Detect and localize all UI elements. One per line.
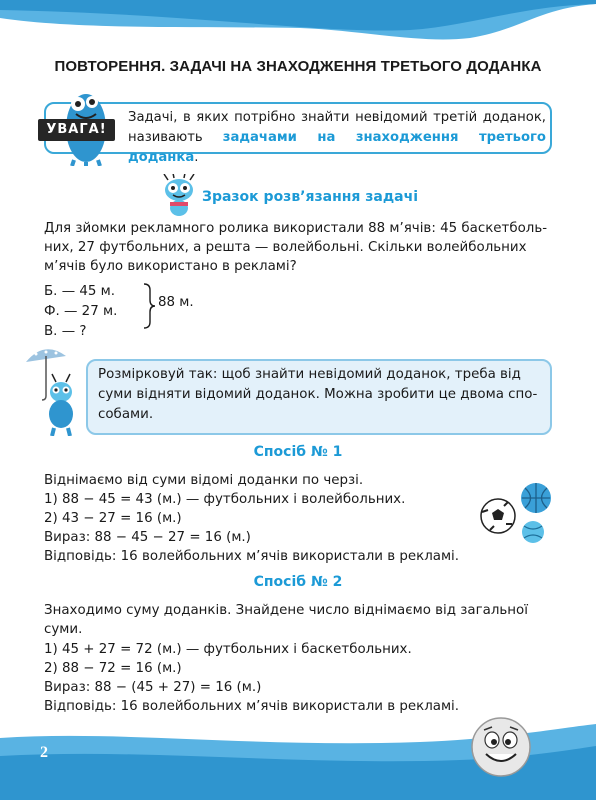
sample-title: Зразок розв’язання задачі — [202, 189, 419, 205]
top-decor-band — [0, 0, 596, 46]
method1-line: Вираз: 88 − 45 − 27 = 16 (м.) — [44, 530, 251, 545]
record-volleyball: В. — ? — [44, 324, 87, 339]
page-title: ПОВТОРЕННЯ. ЗАДАЧІ НА ЗНАХОДЖЕННЯ ТРЕТЬОГО ДОДАНКА — [54, 58, 542, 75]
balls-illustration-icon — [478, 480, 558, 546]
method2-intro — [44, 601, 552, 639]
record-basketball: Б. — 45 м. — [44, 284, 116, 299]
problem-line: м’ячів було використано в рекламі? — [44, 259, 297, 274]
bug-mascot-icon — [160, 174, 198, 218]
problem-line: Для зйомки рекламного ролика використали 88 м’ячів: 45 баскетболь- — [44, 221, 548, 236]
method2-line: 1) 45 + 27 = 72 (м.) — футбольних і баскетбольних. — [44, 642, 412, 657]
warning-badge: УВАГА! — [38, 119, 115, 141]
method2-line: 2) 88 − 72 = 16 (м.) — [44, 661, 182, 676]
record-football: Ф. — 27 м. — [44, 304, 118, 319]
rule-text — [128, 108, 546, 168]
rule-highlight: задачами на знаходження третього доданка — [128, 130, 546, 165]
hint-line: Розмірковуй так: щоб знайти невідомий доданок, треба від — [98, 367, 521, 382]
curly-brace — [142, 282, 156, 330]
page-number: 2 — [40, 744, 48, 761]
method2-answer: Відповідь: 16 волейбольних м’ячів використали в рекламі. — [44, 699, 460, 714]
problem-line: них, 27 футбольних, а решта — волейбольні. Скільки волейбольних — [44, 240, 527, 255]
method1-line: 1) 88 − 45 = 43 (м.) — футбольних і волейбольних. — [44, 492, 406, 507]
method1-title: Спосіб № 1 — [253, 444, 343, 460]
method2-intro-line: Знаходимо суму доданків. Знайдене число віднімаємо від загальної — [44, 603, 528, 618]
hint-line: собами. — [98, 407, 154, 422]
umbrella-mascot-icon — [22, 344, 82, 436]
hint-line: суми відняти відомий доданок. Можна зробити це двома спо- — [98, 387, 538, 402]
problem-text — [44, 219, 552, 276]
method2-intro-line: суми. — [44, 622, 83, 637]
method2-line: Вираз: 88 − (45 + 27) = 16 (м.) — [44, 680, 262, 695]
hint-text — [98, 365, 544, 425]
rule-text-end: . — [194, 150, 199, 165]
method1-line: 2) 43 − 27 = 16 (м.) — [44, 511, 182, 526]
rule-text-start: Задачі, в яких потрібно знайти невідомий третій доданок, називають — [128, 110, 546, 145]
method1-line: Віднімаємо від суми відомі доданки по черзі. — [44, 473, 364, 488]
method2-title: Спосіб № 2 — [253, 574, 343, 590]
method1-answer: Відповідь: 16 волейбольних м’ячів використали в рекламі. — [44, 549, 460, 564]
record-total: 88 м. — [158, 295, 194, 310]
smiley-ball-icon — [464, 712, 538, 778]
